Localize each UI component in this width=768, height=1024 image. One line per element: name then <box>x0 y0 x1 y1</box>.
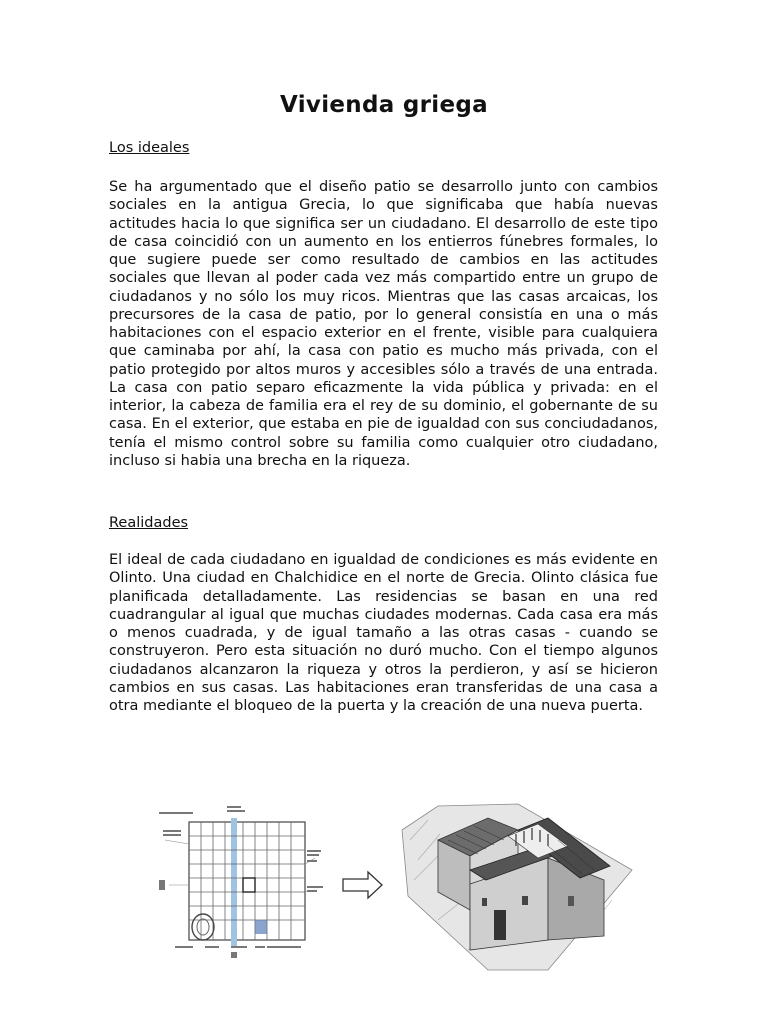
paragraph-ideales: Se ha argumentado que el diseño patio se desarrollo junto con cambios sociales en la antigua Grecia, lo que significaba que había nuevas actitudes hacia lo que significa ser un ciudadano. El desarrollo de este tipo de casa coincidió con un aumento en los entierros fúnebres formales, lo que sugiere puede ser como resultado de cambios en las actitudes sociales que llevan al poder cada vez más compartido entre un grupo de ciudadanos y no sólo los muy ricos. Mientras que las casas arcaicas, los precursores de la casa de patio, por lo general consistía en una o más habitaciones con el espacio exterior en el frente, visible para cualquiera que caminaba por ahí, la casa con patio es mucho más privada, con el patio protegido por altos muros y accesibles sólo a través de una entrada. La casa con patio separo eficazmente la vida pública y privada: en el interior, la cabeza de familia era el rey de su dominio, el gobernante de su casa. En el exterior, que estaba en pie de igualdad con sus conciudadanos, tenía el mismo control sobre su familia como cualquier otro ciudadano, incluso si habia una brecha en la riqueza. <box>109 179 658 469</box>
house-drawing <box>398 800 634 972</box>
paragraph-realidades: El ideal de cada ciudadano en igualdad de condiciones es más evidente en Olinto. Una ciudad en Chalchidice en el norte de Grecia. Olinto clásica fue planificada detalladamente. Las residencias se basan en una red cuadrangular al igual que muchas ciudades modernas. Cada casa era más o menos cuadrada, y de igual tamaño a las otras casas - cuando se construyeron. Pero esta situación no duró mucho. Con el tiempo algunos ciudadanos alcanzaron la riqueza y otros la perdieron, y así se hicieron cambios en sus casas. Las habitaciones eran transferidas de una casa a otra mediante el bloqueo de la puerta y la creación de una nueva puerta. <box>109 552 658 714</box>
section-heading-realidades: Realidades <box>109 515 189 531</box>
house-illustration-figure <box>398 800 634 972</box>
right-arrow-icon <box>342 870 384 900</box>
city-plan-figure <box>155 800 325 960</box>
section-heading-ideales: Los ideales <box>109 140 190 156</box>
street-grid-plan <box>155 800 325 960</box>
page-title: Vivienda griega <box>280 92 488 118</box>
arrow-figure <box>342 870 384 900</box>
